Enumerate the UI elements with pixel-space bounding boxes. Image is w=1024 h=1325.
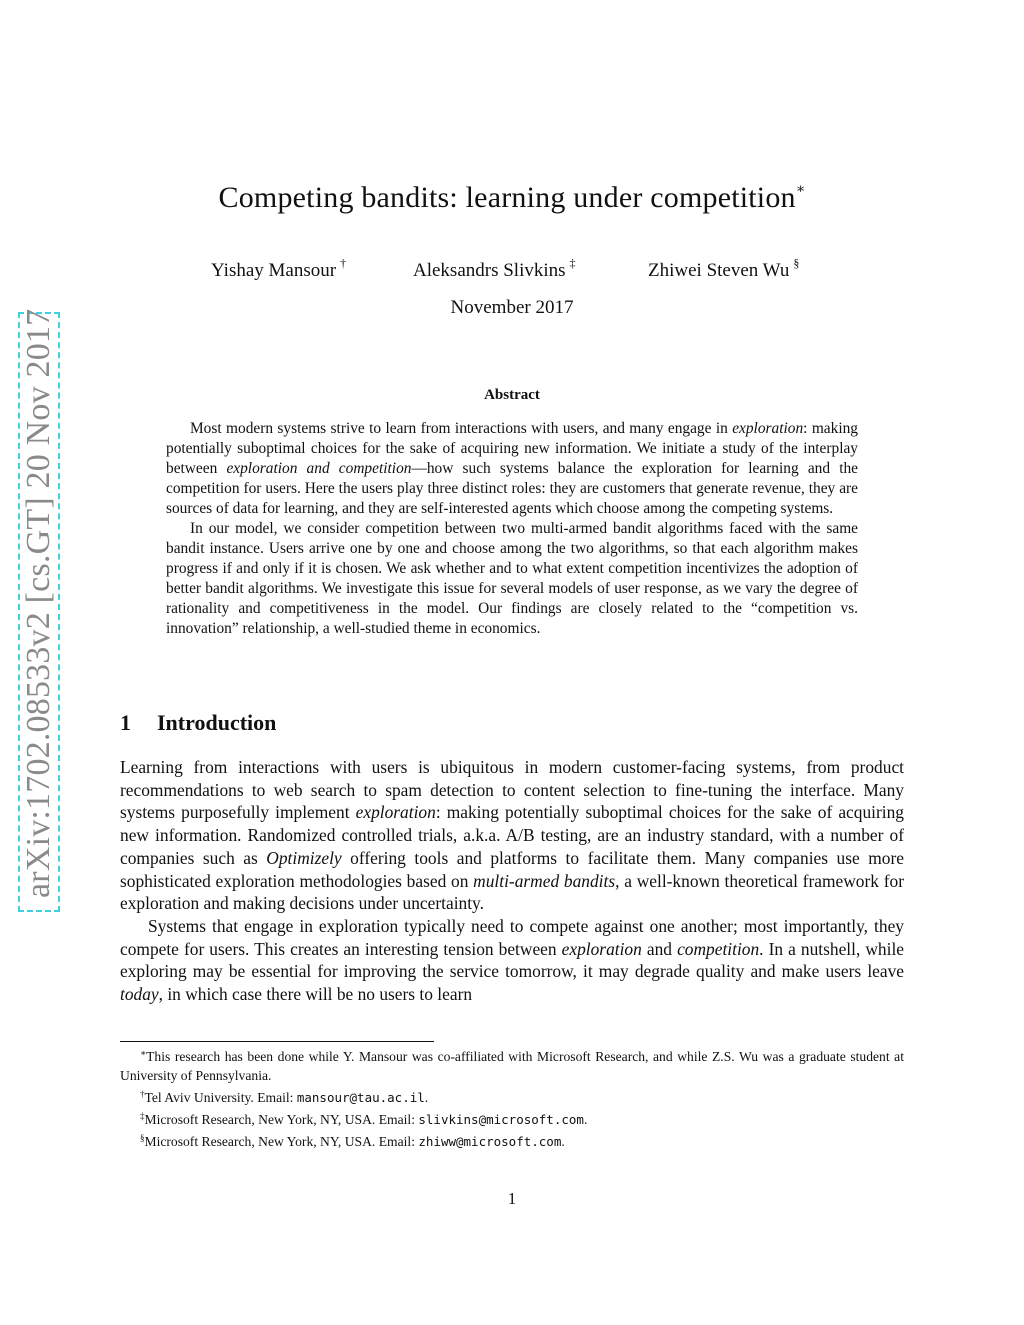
abstract-emphasis: exploration bbox=[732, 420, 804, 437]
section-title: Introduction bbox=[157, 710, 277, 735]
abstract-paragraph-2: In our model, we consider competition between two multi-armed bandit algorithms faced with the same bandit instance. Users arrive one by one and choose among the two algorithms, so that each algorithm makes progress if and only if it is chosen. We ask whether and to what extent competition incentivizes the adoption of better bandit algorithms. We investigate this issue for several models of user response, as we vary the degree of rationality and competitiveness in the model. Our findings are closely related to the “competition vs. innovation” relationship, a well-studied theme in economics. bbox=[166, 520, 858, 637]
abstract-body bbox=[166, 419, 858, 639]
footnote-2 bbox=[120, 1085, 904, 1107]
publication-date: November 2017 bbox=[450, 297, 574, 318]
footnote-end: . bbox=[424, 1090, 429, 1105]
author-name: Aleksandrs Slivkins bbox=[413, 260, 566, 281]
footnote-mark: ‡ bbox=[140, 1111, 145, 1121]
body-emphasis: exploration bbox=[355, 802, 436, 823]
section-number: 1 bbox=[120, 710, 131, 735]
body-emphasis: Optimizely bbox=[266, 847, 342, 868]
introduction-body bbox=[120, 756, 904, 1006]
author-1 bbox=[211, 256, 346, 282]
body-text: and bbox=[641, 938, 678, 959]
body-emphasis: competition bbox=[677, 938, 760, 959]
section-heading bbox=[120, 710, 276, 736]
body-text: . In a nutshell, while exploring may be essential for improving the service tomorrow, it may degrade quality and make users leave bbox=[120, 938, 904, 982]
abstract-text: —how such systems balance the exploration for learning and the competition for users. Here the users play three distinct roles: they are customers that generate revenue, they are sources of data for learning, and they are self-interested agents which choose among the competing systems. bbox=[166, 460, 859, 517]
body-text: , a well-known theoretical framework for exploration and making decisions under uncertainty. bbox=[120, 870, 904, 914]
footnote-text: Microsoft Research, New York, NY, USA. Email: bbox=[144, 1134, 419, 1149]
footnotes bbox=[120, 1044, 904, 1151]
author-name: Yishay Mansour bbox=[211, 260, 337, 281]
footnote-mark: § bbox=[140, 1133, 145, 1143]
paper-title bbox=[0, 181, 1024, 215]
body-text: , in which case there will be no users to learn bbox=[158, 984, 473, 1005]
author-mark: § bbox=[793, 256, 800, 270]
intro-paragraph-1 bbox=[120, 756, 904, 915]
body-emphasis: today bbox=[120, 984, 159, 1005]
paper-title-text: Competing bandits: learning under competition bbox=[218, 181, 796, 214]
body-emphasis: exploration bbox=[561, 938, 642, 959]
footnote-mark: † bbox=[140, 1089, 145, 1099]
abstract-heading: Abstract bbox=[484, 387, 540, 403]
abstract-text: Most modern systems strive to learn from interactions with users, and many engage in bbox=[190, 420, 733, 437]
footnote-text: Tel Aviv University. Email: bbox=[144, 1090, 297, 1105]
email-link[interactable]: slivkins@microsoft.com bbox=[418, 1112, 584, 1127]
abstract-text: : making potentially suboptimal choices for the sake of acquiring new information. We initiate a study of the interplay between bbox=[166, 420, 858, 477]
author-name: Zhiwei Steven Wu bbox=[648, 260, 790, 281]
footnote-end: . bbox=[561, 1134, 565, 1149]
footnote-end: . bbox=[583, 1112, 588, 1127]
body-text: Learning from interactions with users is ubiquitous in modern customer-facing systems, from product recommendations to web search to spam detection to content selection to fine-tuning the interface. Many systems purposefully implement bbox=[120, 757, 904, 823]
footnote-mark: ∗ bbox=[140, 1048, 147, 1058]
body-text: : making potentially suboptimal choices for the sake of acquiring new information. Randomized controlled trials, a.k.a. A/B testing, are an industry standard, with a number of companies such as bbox=[120, 802, 904, 868]
author-2 bbox=[413, 256, 576, 282]
footnote-1 bbox=[120, 1044, 904, 1085]
footnote-text: This research has been done while Y. Mansour was co-affiliated with Microsoft Research, and while Z.S. Wu was a graduate student at University of Pennsylvania. bbox=[120, 1049, 904, 1083]
abstract-emphasis: exploration and competition bbox=[226, 460, 412, 477]
body-emphasis: multi-armed bandits bbox=[473, 870, 616, 891]
abstract-paragraph-1 bbox=[166, 419, 858, 519]
email-link[interactable]: zhiww@microsoft.com bbox=[418, 1134, 562, 1149]
footnote-text: Microsoft Research, New York, NY, USA. Email: bbox=[144, 1112, 419, 1127]
email-link[interactable]: mansour@tau.ac.il bbox=[296, 1090, 425, 1105]
author-mark: ‡ bbox=[569, 256, 576, 270]
intro-paragraph-2 bbox=[120, 915, 904, 1006]
page-number: 1 bbox=[507, 1189, 517, 1208]
body-text: offering tools and platforms to facilitate them. Many companies use more sophisticated exploration methodologies based on bbox=[120, 847, 904, 891]
arxiv-identifier: arXiv:1702.08533v2 [cs.GT] 20 Nov 2017 bbox=[20, 308, 57, 898]
footnote-3 bbox=[120, 1107, 904, 1129]
footnote-4 bbox=[120, 1129, 904, 1151]
footnote-rule bbox=[120, 1041, 434, 1042]
author-3 bbox=[648, 256, 799, 282]
body-text: Systems that engage in exploration typically need to compete against one another; most importantly, they compete for users. This creates an interesting tension between bbox=[120, 915, 904, 959]
title-footnote-mark: ∗ bbox=[795, 182, 806, 197]
author-mark: † bbox=[340, 256, 347, 270]
